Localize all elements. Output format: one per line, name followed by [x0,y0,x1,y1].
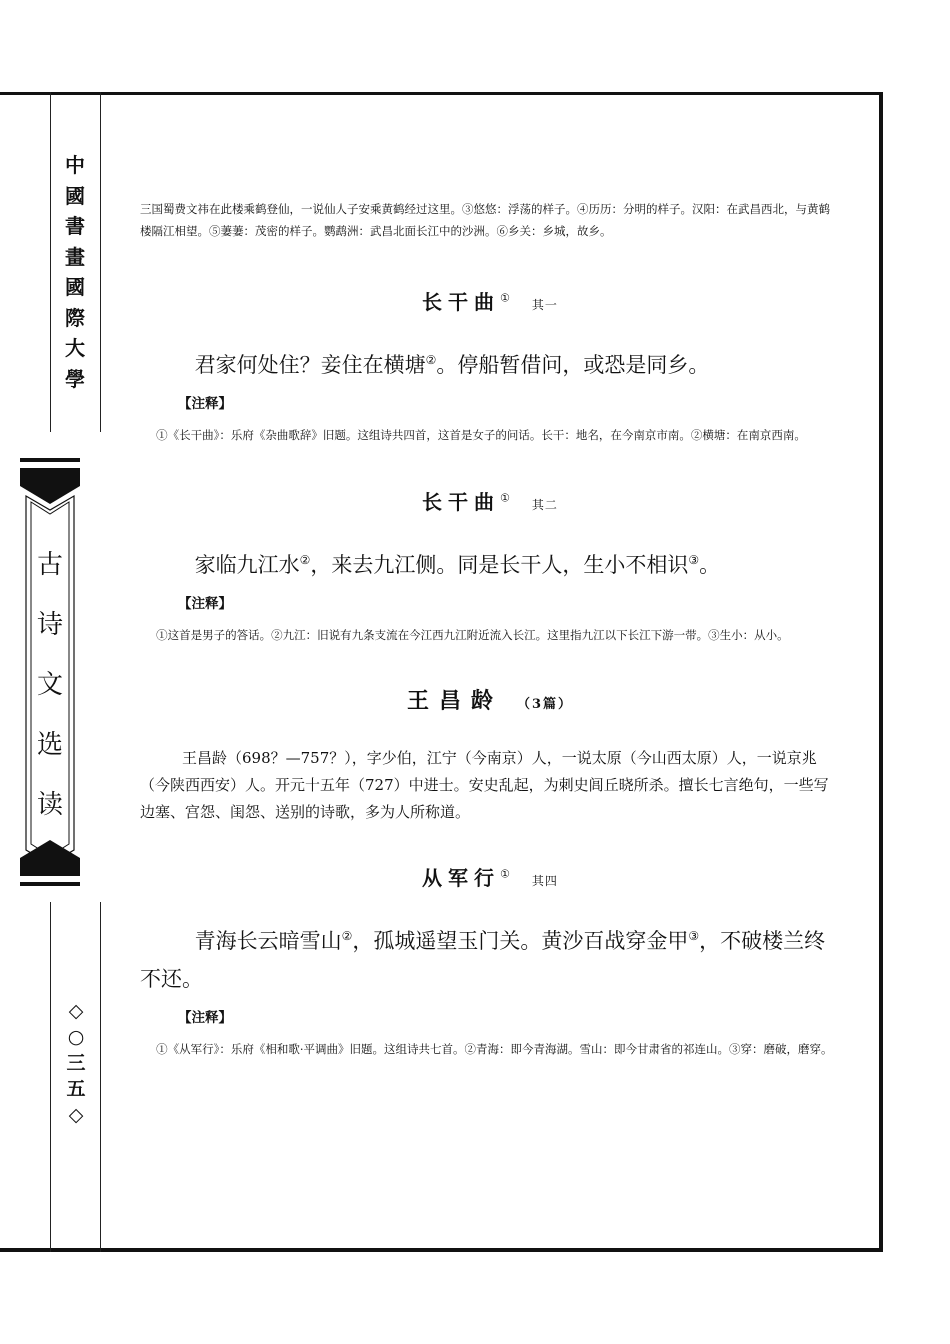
label-bar-top-thin [20,458,80,462]
page-number [64,998,88,1128]
footnote-mark: ① [500,867,510,881]
book-title [36,535,64,835]
poem-title [140,486,840,515]
poem-line: 。 [699,553,721,577]
page-number-char: ◇ [68,1104,84,1126]
spine-line-right-bottom [100,902,101,1252]
school-char: 大 [65,336,85,360]
poem-subtitle: 其二 [531,498,558,512]
book-title-char: 读 [36,790,63,820]
book-title-char: 选 [36,730,63,760]
poem-title-text: 长干曲 [422,490,501,514]
school-name [58,150,92,394]
school-char: 學 [65,366,85,391]
page-number-char: ○ [67,1026,85,1048]
spine-line-left-bottom [50,902,51,1252]
annotation-text: ①这首是男子的答话。②九江：旧说有九条支流在今江西九江附近流入长江。这里指九江以下长江下游一带。③生小：从小。 [156,628,789,642]
footnote-mark: ② [425,353,437,367]
school-char: 際 [65,305,85,330]
school-char: 國 [65,183,85,208]
poem-line: 君家何处住？妾住在横塘 [194,353,426,377]
author-bio: 王昌龄（698？—757？），字少伯，江宁（今南京）人，一说太原（今山西太原）人，一说京兆（今陕西西安）人。开元十五年（727）中进士。安史乱起，为刺史闾丘晓所杀。擅长七言绝句，一些写边塞、宫怨、闺怨、送别的诗歌，多为人所称道。 [140,749,829,821]
author-heading [140,684,840,715]
school-char: 書 [65,214,85,238]
poem-title [140,286,840,315]
poem-text [140,541,840,584]
book-title-char: 诗 [36,610,63,640]
school-char: 中 [65,153,85,177]
annotation-heading: 【注释】 [178,596,232,612]
poem-line: 。停船暂借问，或恐是同乡。 [436,353,710,377]
poem-text [140,341,840,384]
label-cap-bottom [20,840,80,876]
poem-title-text: 从军行 [422,866,501,890]
poem-subtitle: 其一 [531,298,558,312]
annotation-heading: 【注释】 [178,1010,232,1026]
continued-annotation: 三国蜀费文祎在此楼乘鹤登仙，一说仙人子安乘黄鹤经过这里。③悠悠：浮荡的样子。④历历：分明的样子。汉阳：在武昌西北，与黄鹤楼隔江相望。⑤萋萋：茂密的样子。鹦鹉洲：武昌北面长江中的沙洲。⑥乡关：乡城，故乡。 [140,202,830,238]
author-name: 王昌龄 [406,688,503,714]
school-char: 畫 [65,244,85,269]
poem-line: 家临九江水 [194,553,300,577]
page-number-char: 五 [66,1078,86,1100]
poem-subtitle: 其四 [531,874,558,888]
footnote-mark: ② [341,929,353,943]
poem-title-text: 长干曲 [422,290,501,314]
label-cap-top [20,468,80,504]
main-content [140,190,840,1060]
page-number-char: 三 [66,1052,86,1074]
footnote-mark: ③ [688,553,700,567]
spine-line-left-top [50,92,51,432]
author-poem-count: （3篇） [516,697,574,712]
footnote-mark: ① [500,291,510,305]
page-number-char: ◇ [68,1000,84,1022]
footnote-mark: ① [500,491,510,505]
label-bar-bottom-thin [20,882,80,886]
poem-line: ，来去九江侧。同是长干人，生小不相识 [310,553,689,577]
annotation-text: ①《长干曲》：乐府《杂曲歌辞》旧题。这组诗共四首，这首是女子的问话。长干：地名，在今南京市南。②横塘：在南京西南。 [156,428,806,442]
footnote-mark: ② [299,553,311,567]
poem-line: ，孤城遥望玉门关。黄沙百战穿金甲 [352,929,689,953]
footnote-mark: ③ [688,929,700,943]
book-title-char: 文 [36,670,63,700]
spine-line-right-top [100,92,101,432]
poem-line: ，不破楼兰终不还。 [140,929,826,991]
poem-text [140,917,840,998]
annotation-heading: 【注释】 [178,396,232,412]
poem-line: 青海长云暗雪山 [194,929,342,953]
school-char: 國 [65,275,85,299]
annotation-text: ①《从军行》：乐府《相和歌·平调曲》旧题。这组诗共七首。②青海：即今青海湖。雪山：即今甘肃省的祁连山。③穿：磨破，磨穿。 [156,1042,833,1056]
book-title-char: 古 [36,550,63,580]
poem-title [140,862,840,891]
